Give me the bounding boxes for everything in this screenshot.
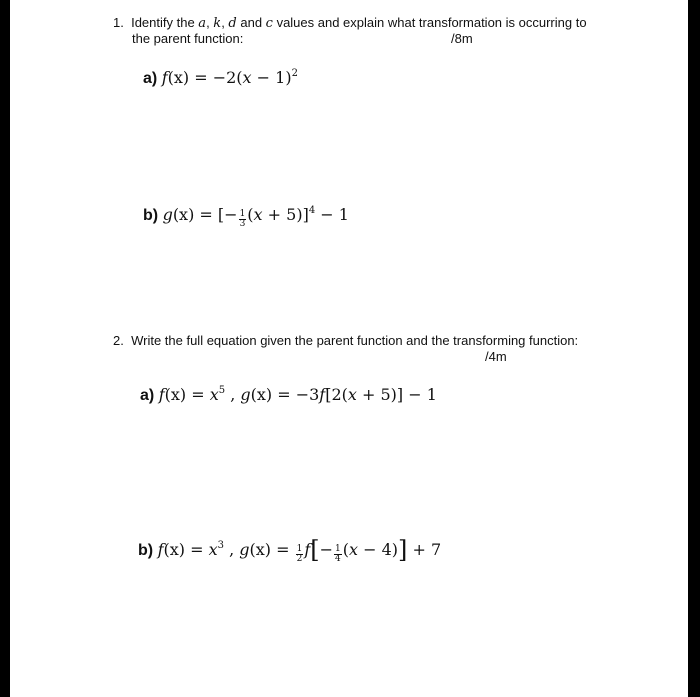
- q2-text: Write the full equation given the parent function and the transforming function:: [131, 333, 579, 348]
- func-f: f: [161, 68, 168, 87]
- part-label: a): [143, 70, 158, 87]
- var-x: x: [208, 540, 218, 559]
- q1-text-after: values and explain what transformation is occurring to: [272, 15, 587, 30]
- denominator: 2: [296, 554, 303, 564]
- func-arg: (x): [172, 205, 195, 224]
- exponent: 3: [217, 540, 224, 551]
- eq-part: = −2(: [189, 68, 243, 87]
- question-2-line-1: [113, 333, 578, 349]
- fraction: [334, 545, 342, 564]
- left-bracket: [: [310, 536, 320, 564]
- eq-rest: − 4): [358, 540, 399, 559]
- q1-text-before: Identify the: [131, 15, 199, 30]
- separator: ,: [223, 540, 240, 559]
- denominator: 3: [239, 219, 246, 229]
- func-arg: (x) =: [164, 385, 210, 404]
- q1-text-and: and: [236, 15, 266, 30]
- var-x: x: [347, 385, 357, 404]
- func-f: f: [158, 385, 165, 404]
- eq-tail: + 7: [407, 540, 442, 559]
- func-f: f: [319, 385, 326, 404]
- var-k: k: [213, 16, 222, 31]
- func-g: g: [162, 205, 173, 224]
- question-1-marks: /8m: [451, 31, 473, 46]
- denominator: 4: [335, 554, 341, 564]
- numerator: 1: [239, 209, 246, 219]
- eq-rest: + 5)]: [262, 205, 309, 224]
- question-1-line-1: [113, 15, 587, 32]
- question-2-number: 2.: [113, 333, 124, 348]
- func-f: f: [304, 540, 311, 559]
- sep: ,: [221, 15, 229, 30]
- eq-inner: [2(: [325, 385, 348, 404]
- part-label: b): [138, 542, 154, 559]
- question-1b-equation: [143, 205, 349, 229]
- fraction: [296, 545, 304, 564]
- func-f: f: [157, 540, 164, 559]
- var-c: c: [265, 16, 273, 31]
- exponent: 4: [308, 205, 316, 216]
- eq-tail: − 1: [315, 205, 349, 224]
- right-bracket: ]: [398, 536, 408, 564]
- paren: (: [342, 540, 350, 559]
- exponent: 2: [291, 68, 298, 79]
- func-arg: (x): [167, 68, 190, 87]
- var-x: x: [242, 68, 252, 87]
- question-2-marks: /4m: [485, 349, 507, 364]
- question-2b-equation: [138, 536, 441, 564]
- question-2a-equation: [140, 385, 437, 405]
- sep: ,: [206, 15, 214, 30]
- question-1a-equation: [143, 68, 298, 88]
- var-x: x: [349, 540, 359, 559]
- exponent: 5: [218, 385, 226, 396]
- numerator: 1: [335, 544, 341, 554]
- func-arg: (x) =: [249, 540, 295, 559]
- part-label: a): [140, 387, 155, 404]
- minus: −: [319, 540, 334, 559]
- worksheet-page: [10, 0, 688, 697]
- paren: (: [247, 205, 254, 224]
- func-arg: (x) =: [163, 540, 209, 559]
- func-g: g: [240, 385, 251, 404]
- question-1-line-2: the parent function:: [132, 31, 244, 46]
- var-x: x: [253, 205, 263, 224]
- var-x: x: [209, 385, 219, 404]
- question-1-number: 1.: [113, 15, 124, 30]
- eq-rest: + 5)] − 1: [356, 385, 437, 404]
- eq-part: = [−: [194, 205, 238, 224]
- func-arg: (x) = −3: [250, 385, 320, 404]
- func-g: g: [239, 540, 250, 559]
- var-a: a: [198, 16, 207, 31]
- separator: ,: [225, 385, 241, 404]
- numerator: 1: [296, 544, 303, 554]
- eq-rest: − 1): [251, 68, 292, 87]
- part-label: b): [143, 207, 159, 224]
- var-d: d: [228, 16, 237, 31]
- fraction: [239, 210, 247, 229]
